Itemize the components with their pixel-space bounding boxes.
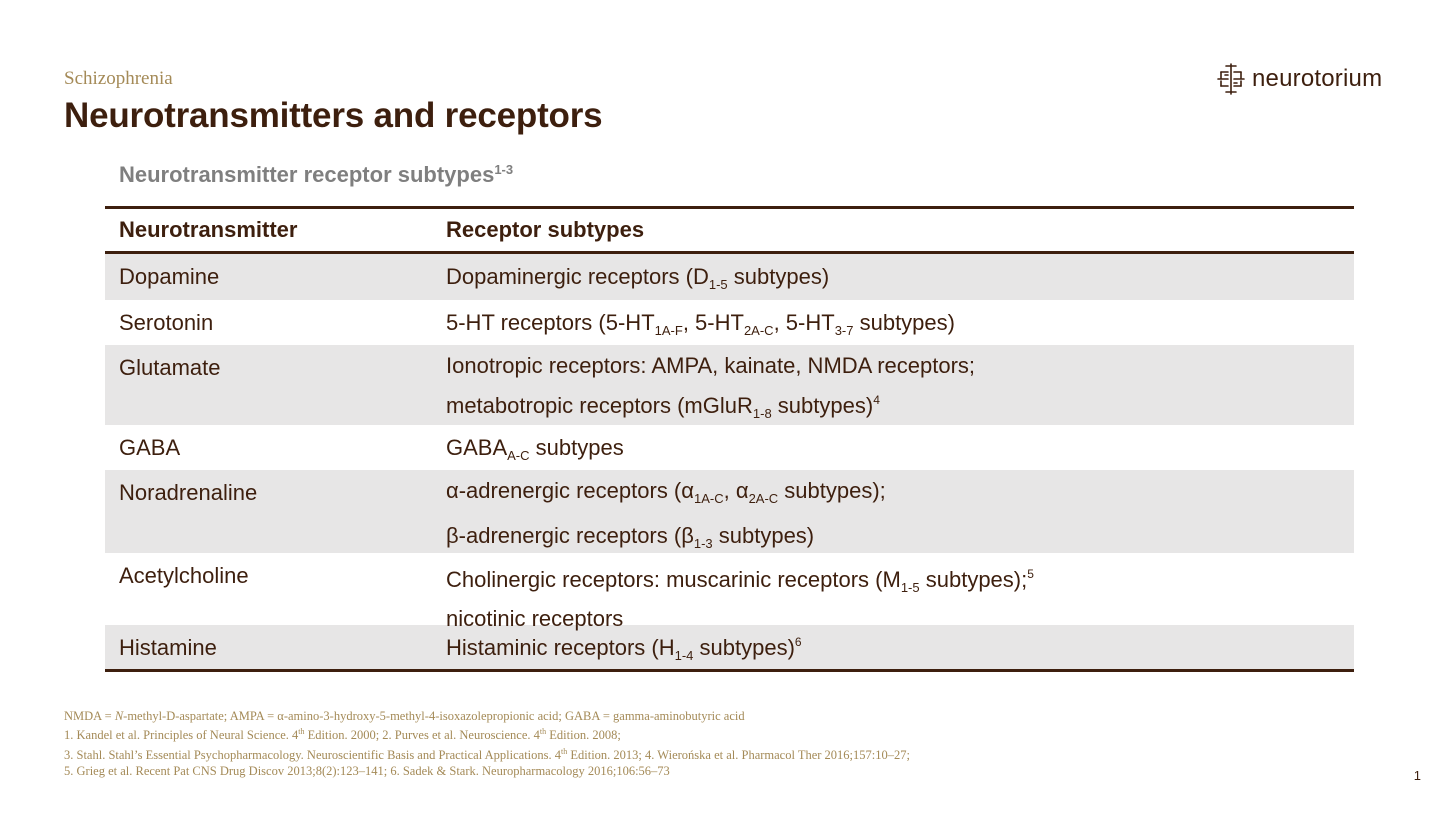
row-receptors: [446, 470, 1354, 553]
row-name: Noradrenaline: [119, 480, 258, 505]
receptor-text: subtypes);: [778, 478, 886, 503]
receptor-text: Cholinergic receptors: muscarinic receptors (M: [446, 567, 901, 592]
table-caption-ref: 1-3: [494, 162, 514, 177]
receptor-line: [446, 525, 1354, 555]
receptor-text: Histaminic receptors (H: [446, 635, 675, 660]
receptor-text: 5-HT receptors (5-HT: [446, 310, 655, 335]
receptor-text: subtypes): [693, 635, 795, 660]
footnote-text: Edition. 2000; 2. Purves et al. Neuroscience. 4: [304, 728, 540, 743]
receptor-line: [446, 480, 1354, 510]
table-row-gaba: [105, 425, 1354, 470]
receptor-line: nicotinic receptors: [446, 606, 624, 631]
receptor-text: , α: [723, 478, 749, 503]
table-header-row: [105, 209, 1354, 254]
receptor-text: Dopaminergic receptors (D: [446, 264, 709, 289]
row-receptors: [446, 345, 1354, 425]
footnote-text: 3. Stahl. Stahl’s Essential Psychopharmacology. Neuroscientific Basis and Practical Applications. 4: [64, 747, 562, 762]
footnote-italic: N: [114, 709, 124, 723]
reference-line-3: 5. Grieg et al. Recent Pat CNS Drug Discov 2013;8(2):123–141; 6. Sadek & Stark. Neuropharmacology 2016;106:56–73: [64, 763, 670, 778]
table-caption: [119, 162, 513, 188]
receptor-table: [105, 206, 1354, 672]
row-name: Acetylcholine: [119, 563, 249, 588]
reference-marker: 6: [794, 635, 802, 649]
table-row-serotonin: [105, 300, 1354, 345]
col-header-neurotransmitter: Neurotransmitter: [119, 217, 298, 242]
row-name: Glutamate: [119, 355, 221, 380]
receptor-text: subtypes): [771, 393, 874, 418]
reference-line-1: [64, 724, 910, 743]
row-receptors: [446, 425, 1354, 470]
table-row-histamine: [105, 625, 1354, 669]
receptor-subscript: 1-5: [900, 580, 920, 595]
row-name: GABA: [119, 435, 181, 460]
receptor-subscript: 1-4: [674, 648, 694, 663]
receptor-subscript: 1A-F: [654, 323, 683, 338]
row-receptors: [446, 553, 1354, 631]
receptor-text: GABA: [446, 435, 508, 460]
receptor-subscript: 1A-C: [693, 491, 724, 506]
receptor-subscript: 1-5: [708, 277, 728, 292]
receptor-line: [446, 389, 1354, 425]
receptor-text: , 5-HT: [773, 310, 835, 335]
row-name: Serotonin: [119, 310, 214, 335]
receptor-subscript: A-C: [507, 448, 530, 463]
receptor-text: subtypes): [853, 310, 955, 335]
receptor-subscript: 3-7: [834, 323, 854, 338]
row-receptors: [446, 300, 1354, 345]
receptor-text: subtypes);: [919, 567, 1028, 592]
footnote-sup: th: [539, 727, 547, 737]
receptor-subscript: 1-3: [693, 536, 713, 551]
row-receptors: [446, 254, 1354, 300]
row-name: Histamine: [119, 635, 217, 660]
footnote-sup: th: [561, 746, 568, 756]
section-label: Schizophrenia: [64, 68, 173, 89]
page-number: 1: [1413, 768, 1421, 783]
footnotes: [64, 708, 910, 779]
page-title: Neurotransmitters and receptors: [64, 96, 603, 135]
row-receptors: [446, 625, 1354, 669]
receptor-subscript: 2A-C: [748, 491, 779, 506]
receptor-text: β-adrenergic receptors (β: [446, 523, 694, 548]
receptor-text: α-adrenergic receptors (α: [446, 478, 694, 503]
neurotorium-logo-icon: [1216, 62, 1246, 96]
col-header-receptor-subtypes: Receptor subtypes: [446, 217, 645, 242]
table-row-noradrenaline: [105, 470, 1354, 553]
receptor-subscript: 2A-C: [743, 323, 774, 338]
footnote-sup: th: [298, 727, 305, 737]
receptor-text: subtypes): [712, 523, 815, 548]
receptor-text: subtypes: [529, 435, 624, 460]
footnote-text: 1. Kandel et al. Principles of Neural Science. 4: [64, 728, 299, 743]
reference-marker: 4: [873, 393, 880, 407]
row-name: Dopamine: [119, 264, 220, 289]
table-caption-text: Neurotransmitter receptor subtypes: [119, 162, 495, 187]
receptor-subscript: 1-8: [752, 406, 772, 421]
reference-marker: 5: [1027, 567, 1034, 581]
logo-text: neurotorium: [1252, 65, 1383, 92]
logo: [1216, 62, 1382, 96]
receptor-line: Ionotropic receptors: AMPA, kainate, NMDA receptors;: [446, 353, 976, 378]
footnote-text: -methyl-D-aspartate; AMPA = α-amino-3-hydroxy-5-methyl-4-isoxazolepropionic acid; GABA = gamma-aminobutyric acid: [123, 709, 745, 723]
footnote-text: NMDA =: [64, 709, 115, 723]
receptor-text: , 5-HT: [682, 310, 744, 335]
table-row-acetylcholine: [105, 553, 1354, 631]
table-row-dopamine: [105, 254, 1354, 300]
footnote-text: Edition. 2008;: [546, 728, 621, 743]
receptor-text: metabotropic receptors (mGluR: [446, 393, 753, 418]
receptor-line: [446, 563, 1354, 599]
abbreviations: [64, 708, 910, 724]
receptor-text: subtypes): [727, 264, 830, 289]
footnote-text: Edition. 2013; 4. Wierońska et al. Pharmacol Ther 2016;157:10–27;: [567, 747, 910, 762]
reference-line-2: [64, 744, 910, 763]
table-row-glutamate: [105, 345, 1354, 425]
